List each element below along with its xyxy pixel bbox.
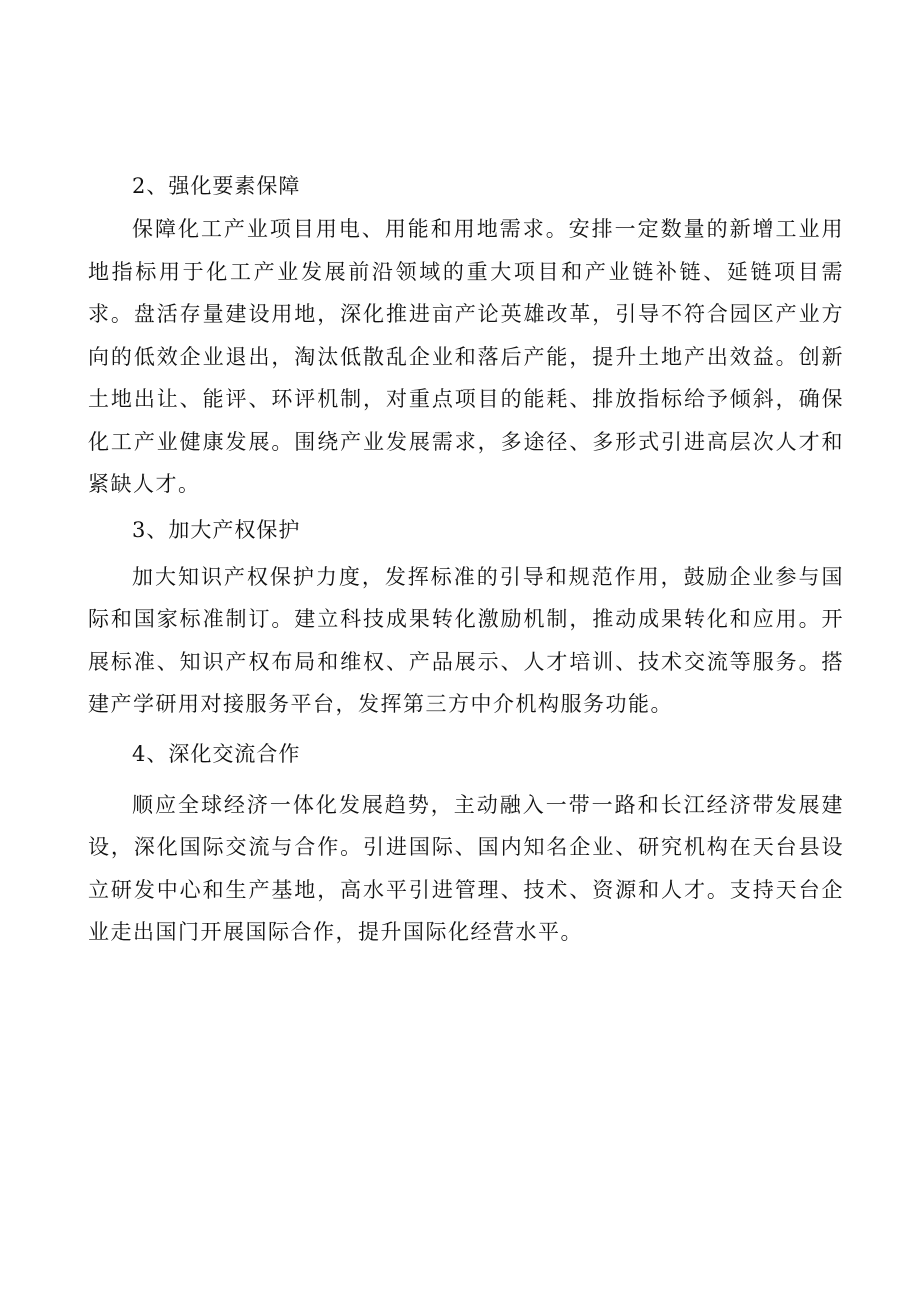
section-heading-3: 3、加大产权保护	[132, 517, 301, 542]
document-page	[88, 166, 844, 954]
section-paragraph-2: 保障化工产业项目用电、用能和用地需求。安排一定数量的新增工业用地指标用于化工产业发展前沿领域的重大项目和产业链补链、延链项目需求。盘活存量建设用地，深化推进亩产论英雄改革，引导不符合园区产业方向的低效企业退出，淘汰低散乱企业和落后产能，提升土地产出效益。创新土地出让、能评、环评机制，对重点项目的能耗、排放指标给予倾斜，确保化工产业健康发展。围绕产业发展需求，多途径、多形式引进高层次人才和紧缺人才。	[88, 217, 844, 496]
section-heading-2: 2、强化要素保障	[132, 174, 301, 198]
section-paragraph-4: 顺应全球经济一体化发展趋势，主动融入一带一路和长江经济带发展建设，深化国际交流与合作。引进国际、国内知名企业、研究机构在天台县设立研发中心和生产基地，高水平引进管理、技术、资源和人才。支持天台企业走出国门开展国际合作，提升国际化经营水平。	[88, 792, 844, 944]
section-paragraph-3: 加大知识产权保护力度，发挥标准的引导和规范作用，鼓励企业参与国际和国家标准制订。建立科技成果转化激励机制，推动成果转化和应用。开展标准、知识产权布局和维权、产品展示、人才培训、技术交流等服务。搭建产学研用对接服务平台，发挥第三方中介机构服务功能。	[88, 564, 844, 716]
section-heading-4: 4、深化交流合作	[132, 741, 301, 766]
